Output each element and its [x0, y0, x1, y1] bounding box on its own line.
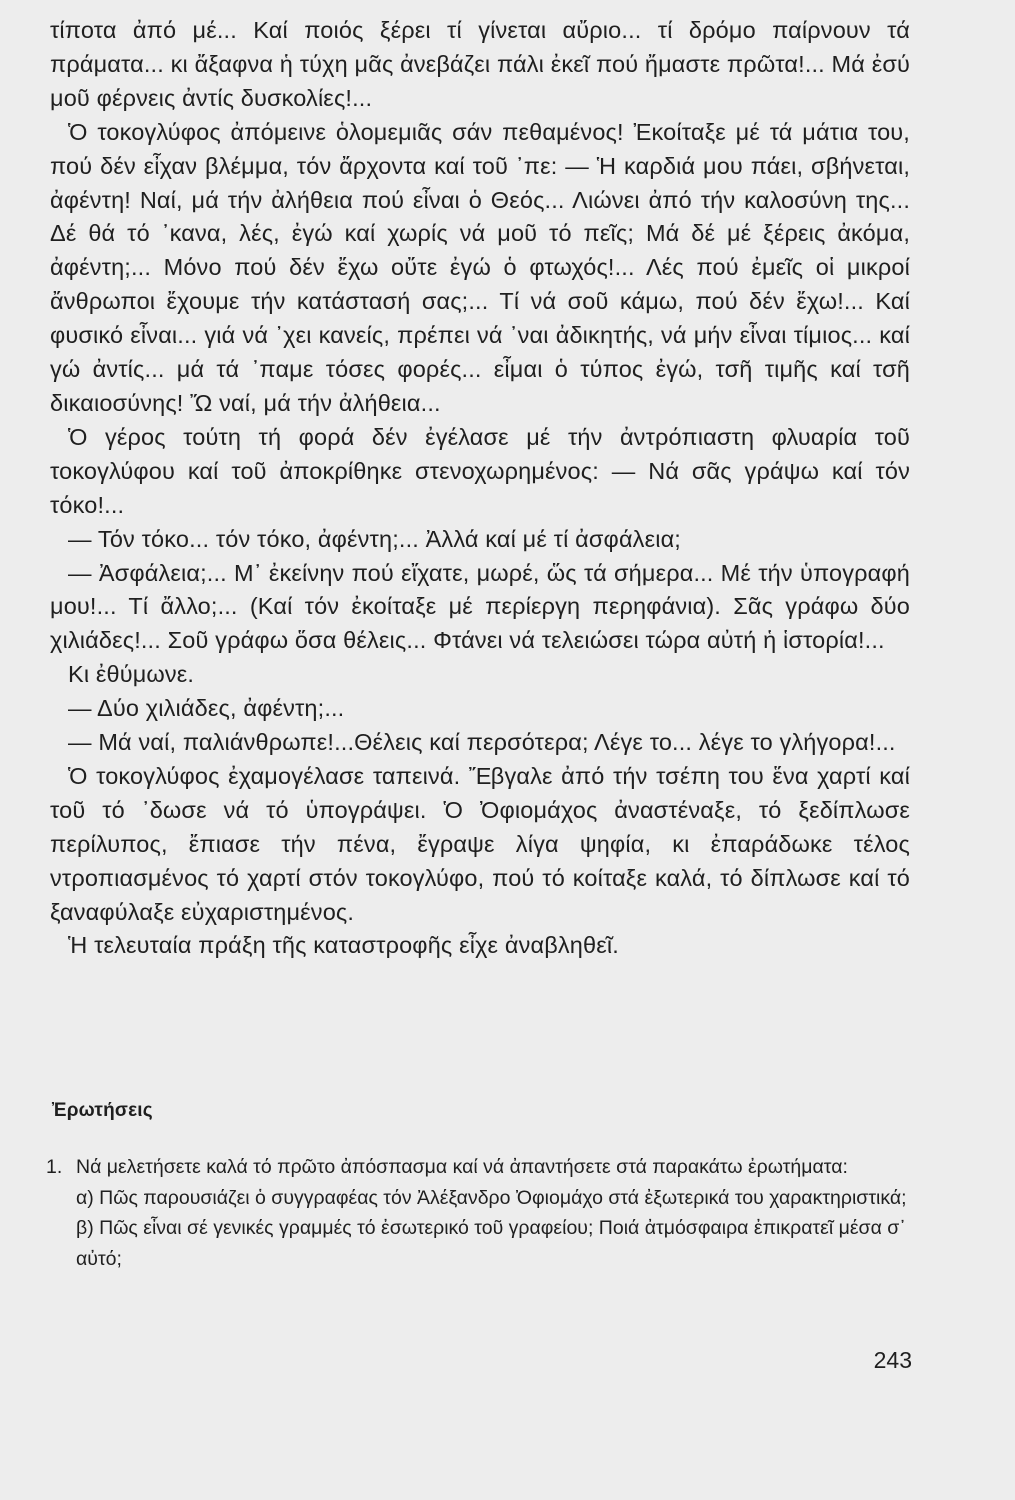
questions-list: [46, 1152, 916, 1274]
dialogue-line: — Μά ναί, παλιάνθρωπε!...Θέλεις καί περσότερα; Λέγε το... λέγε το γλήγορα!...: [68, 729, 896, 756]
question-item: [46, 1152, 916, 1274]
paragraph: Ὁ τοκογλύφος ἐχαμογέλασε ταπεινά. Ἔβγαλε ἀπό τήν τσέπη του ἕνα χαρτί καί τοῦ τό ᾽δωσε νά τό ὑπογράψει. Ὁ Ὀφιομάχος ἀναστέναξε, τό ξεδίπλωσε περίλυπος, ἔπιασε τήν πένα, ἔγραψε λίγα ψηφία, κι ἐπαράδωκε τέλος ντροπιασμένος τό χαρτί στόν τοκογλύφο, πού τό κοίταξε καλά, τό δίπλωσε καί τό ξαναφύλαξε εὐχαριστημένος.: [50, 762, 910, 925]
paragraph: Ὁ τοκογλύφος ἀπόμεινε ὁλομεμιᾶς σάν πεθαμένος! Ἐκοίταξε μέ τά μάτια του, πού δέν εἶχαν βλέμμα, τόν ἄρχοντα καί τοῦ ᾽πε: — Ἡ καρδιά μου πάει, σβήνεται, ἀφέντη! Ναί, μά τήν ἀλήθεια πού εἶναι ὁ Θεός... Λιώνει ἀπό τήν καλοσύνη της... Δέ θά τό ᾽κανα, λές, ἐγώ καί χωρίς νά μοῦ τό πεῖς; Μά δέ μέ ξέρεις ἀκόμα, ἀφέντη;... Μόνο πού δέν ἔχω οὔτε ἐγώ ὁ φτωχός!... Λές πού ἐμεῖς οἱ μικροί ἄνθρωποι ἔχουμε τήν κατάστασή σας;... Τί νά σοῦ κάμω, πού δέν ἔχω!... Καί φυσικό εἶναι... γιά νά ᾽χει κανείς, πρέπει νά ᾽ναι ἀδικητής, νά μήν εἶναι τίμιος... καί γώ ἀντίς... μά τά ᾽παμε τόσες φορές... εἶμαι ὁ τύπος ἐγώ, τσῆ τιμῆς καί τσῆ δικαιοσύνης! Ὤ ναί, μά τήν ἀλήθεια...: [50, 118, 910, 416]
questions-heading: Ἐρωτήσεις: [52, 1100, 153, 1121]
page-number: 243: [873, 1347, 912, 1373]
sub-question: β) Πῶς εἶναι σέ γενικές γραμμές τό ἐσωτερικό τοῦ γραφείου; Ποιά ἀτμόσφαιρα ἐπικρατεῖ μέσα σ᾽ αὐτό;: [76, 1217, 906, 1270]
paragraph: Ὁ γέρος τούτη τή φορά δέν ἐγέλασε μέ τήν ἀντρόπιαστη φλυαρία τοῦ τοκογλύφου καί τοῦ ἀποκρίθηκε στενοχωρημένος: — Νά σᾶς γράψω καί τόν τόκο!...: [50, 423, 910, 518]
story-text: [50, 14, 910, 963]
dialogue-line: — Ἀσφάλεια;... Μ᾽ ἐκείνην πού εἴχατε, μωρέ, ὥς τά σήμερα... Μέ τήν ὑπογραφή μου!... Τί ἄλλο;... (Καί τόν ἐκοίταξε μέ περίεργη περηφάνια). Σᾶς γράφω δύο χιλιάδες!... Σοῦ γράφω ὅσα θέλεις... Φτάνει νά τελειώσει τώρα αὐτή ἡ ἱστορία!...: [50, 559, 910, 654]
paragraph: Ἡ τελευταία πράξη τῆς καταστροφῆς εἶχε ἀναβληθεῖ.: [68, 932, 619, 959]
dialogue-line: — Τόν τόκο... τόν τόκο, ἀφέντη;... Ἀλλά καί μέ τί ἀσφάλεια;: [68, 525, 681, 552]
paragraph: Κι ἐθύμωνε.: [68, 661, 195, 688]
question-number: 1.: [46, 1156, 63, 1178]
paragraph: τίποτα ἀπό μέ... Καί ποιός ξέρει τί γίνεται αὔριο... τί δρόμο παίρνουν τά πράματα... κι ἄξαφνα ἡ τύχη μᾶς ἀνεβάζει πάλι ἐκεῖ πού ἤμαστε πρῶτα!... Μά ἐσύ μοῦ φέρνεις ἀντίς δυσκολίες!...: [50, 17, 910, 111]
sub-question: α) Πῶς παρουσιάζει ὁ συγγραφέας τόν Ἀλέξανδρο Ὀφιομάχο στά ἐξωτερικά του χαρακτηριστικά;: [76, 1186, 907, 1209]
question-text: Νά μελετήσετε καλά τό πρῶτο ἀπόσπασμα καί νά ἀπαντήσετε στά παρακάτω ἐρωτήματα:: [76, 1156, 848, 1178]
dialogue-line: — Δύο χιλιάδες, ἀφέντη;...: [68, 695, 345, 722]
